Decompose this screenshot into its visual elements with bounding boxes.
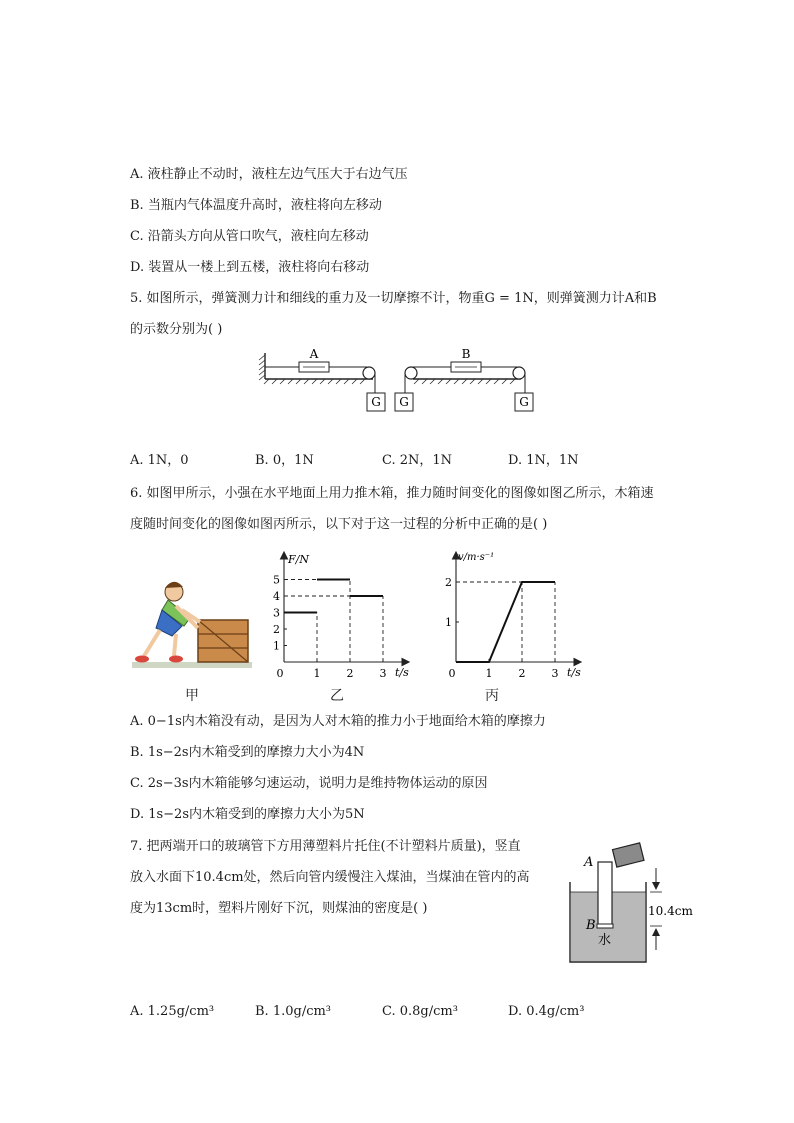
q4-option-b: B. 当瓶内气体温度升高时，液柱将向左移动 bbox=[130, 198, 382, 213]
q5-spring-scale-figure bbox=[255, 345, 545, 417]
x-tick-label: 1 bbox=[485, 667, 493, 680]
q6-option-d: D. 1s−2s内木箱受到的摩擦力大小为5N bbox=[130, 807, 365, 822]
q5-stem-line1: 5. 如图所示，弹簧测力计和细线的重力及一切摩擦不计，物重G = 1N，则弹簧测力计A和B bbox=[130, 291, 657, 306]
x-tick-label: 3 bbox=[379, 667, 387, 680]
glass-tube bbox=[598, 862, 612, 926]
plastic-sheet bbox=[597, 924, 613, 928]
chart-force-time bbox=[268, 545, 413, 685]
x-tick-label: 1 bbox=[313, 667, 321, 680]
x-tick-label: 2 bbox=[346, 667, 354, 680]
y-tick-label: 1 bbox=[445, 616, 452, 629]
y-axis-label: v/m·s⁻¹ bbox=[458, 552, 495, 563]
q4-option-d: D. 装置从一楼上到五楼，液柱将向右移动 bbox=[130, 260, 370, 275]
svg-text:G: G bbox=[519, 395, 529, 409]
x-tick-label: 2 bbox=[518, 667, 526, 680]
y-tick-label: 1 bbox=[273, 639, 280, 653]
chart-velocity-time bbox=[440, 545, 585, 685]
x-tick-label: 3 bbox=[551, 667, 559, 680]
table-hatching-left bbox=[264, 379, 365, 384]
q6-option-a: A. 0−1s内木箱没有动，是因为人对木箱的推力小于地面给木箱的摩擦力 bbox=[130, 714, 546, 729]
q7-option-d: D. 0.4g/cm³ bbox=[508, 1004, 585, 1019]
pulley-right-1 bbox=[405, 367, 417, 379]
q5-option-a: A. 1N，0 bbox=[130, 453, 189, 468]
table-hatching-right bbox=[414, 379, 515, 384]
velocity-series-line bbox=[456, 582, 555, 662]
q7-stem-line2: 放入水面下10.4cm处，然后向管内缓慢注入煤油，当煤油在管内的高 bbox=[130, 870, 530, 885]
q6-stem-line2: 度随时间变化的图像如图丙所示，以下对于这一过程的分析中正确的是( ) bbox=[130, 517, 548, 532]
y-tick-label: 2 bbox=[273, 623, 280, 636]
q5-option-b: B. 0，1N bbox=[255, 453, 314, 468]
x-tick-label: 0 bbox=[276, 667, 284, 680]
depth-label: 10.4cm bbox=[648, 904, 693, 918]
shoe-left bbox=[135, 656, 149, 663]
caption-bing: 丙 bbox=[485, 688, 499, 704]
y-tick-label: 5 bbox=[273, 573, 280, 587]
label-a: A bbox=[584, 855, 594, 870]
q6-figure-jia bbox=[132, 570, 252, 670]
pulley-right-2 bbox=[513, 367, 525, 379]
q7-option-b: B. 1.0g/cm³ bbox=[255, 1004, 332, 1019]
caption-yi: 乙 bbox=[330, 688, 344, 704]
q7-stem-line1: 7. 把两端开口的玻璃管下方用薄塑料片托住(不计塑料片质量)，竖直 bbox=[130, 839, 521, 854]
y-tick-label: 2 bbox=[445, 576, 452, 589]
q6-option-b: B. 1s−2s内木箱受到的摩擦力大小为4N bbox=[130, 745, 365, 760]
q7-stem-line3: 度为13cm时，塑料片刚好下沉，则煤油的密度是( ) bbox=[130, 901, 428, 916]
y-tick-label: 3 bbox=[273, 606, 280, 620]
q6-stem-line1: 6. 如图甲所示，小强在水平地面上用力推木箱，推力随时间变化的图像如图乙所示，木箱速 bbox=[130, 486, 654, 501]
q4-option-c: C. 沿箭头方向从管口吹气，液柱向左移动 bbox=[130, 229, 369, 244]
label-water: 水 bbox=[598, 933, 612, 948]
svg-text:G: G bbox=[371, 395, 381, 409]
spring-b-label: B bbox=[461, 347, 471, 361]
q7-tube-in-water-figure bbox=[568, 840, 698, 968]
wall-hatching bbox=[259, 355, 265, 380]
caption-jia: 甲 bbox=[185, 688, 199, 704]
x-axis-label: t/s bbox=[395, 666, 409, 679]
q5-option-d: D. 1N，1N bbox=[508, 453, 579, 468]
kerosene-container bbox=[612, 843, 644, 867]
q6-option-c: C. 2s−3s内木箱能够匀速运动，说明力是维持物体运动的原因 bbox=[130, 776, 488, 791]
q4-option-a: A. 液柱静止不动时，液柱左边气压大于右边气压 bbox=[130, 167, 408, 182]
q5-stem-line2: 的示数分别为( ) bbox=[130, 322, 223, 337]
spring-a-label: A bbox=[309, 347, 319, 361]
q5-option-c: C. 2N，1N bbox=[382, 453, 453, 468]
x-tick-label: 0 bbox=[448, 667, 456, 680]
label-b: B bbox=[586, 918, 596, 933]
y-tick-label: 4 bbox=[273, 590, 280, 603]
shoe-right bbox=[169, 656, 183, 663]
q7-option-a: A. 1.25g/cm³ bbox=[130, 1004, 215, 1019]
svg-text:G: G bbox=[399, 395, 409, 409]
y-axis-label: F/N bbox=[288, 553, 309, 566]
pulley-left bbox=[363, 367, 375, 379]
x-axis-label: t/s bbox=[567, 666, 581, 679]
q7-option-c: C. 0.8g/cm³ bbox=[382, 1004, 458, 1019]
ground bbox=[132, 662, 252, 668]
